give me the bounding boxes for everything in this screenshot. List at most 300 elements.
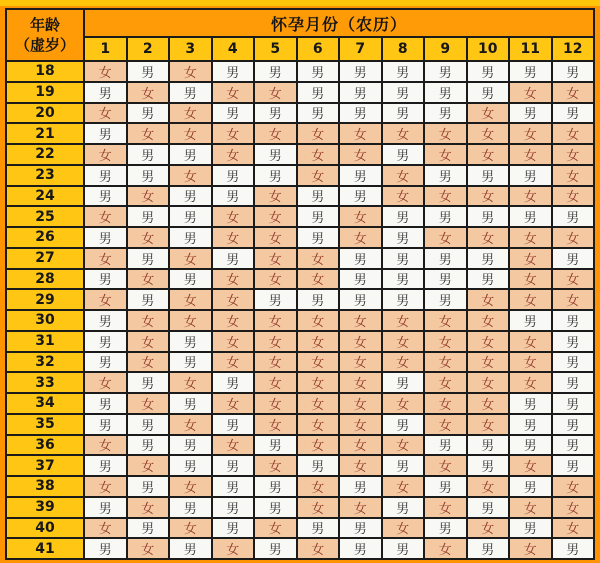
gender-cell-age23-month9: 男 (425, 166, 466, 185)
gender-cell-age19-month1: 男 (85, 83, 126, 102)
gender-cell-age28-month9: 男 (425, 270, 466, 289)
gender-cell-age29-month2: 男 (128, 290, 169, 309)
age-row-header-36: 36 (7, 436, 83, 455)
gender-cell-age35-month11: 男 (510, 415, 551, 434)
age-row-header-18: 18 (7, 62, 83, 81)
gender-cell-age24-month7: 男 (340, 187, 381, 206)
gender-cell-age27-month4: 男 (213, 249, 254, 268)
gender-cell-age28-month1: 男 (85, 270, 126, 289)
gender-cell-age40-month4: 男 (213, 519, 254, 538)
gender-cell-age37-month9: 女 (425, 456, 466, 475)
month-header-1: 1 (85, 38, 126, 60)
gender-cell-age40-month7: 男 (340, 519, 381, 538)
gender-cell-age38-month7: 男 (340, 477, 381, 496)
gender-cell-age26-month10: 女 (468, 228, 509, 247)
gender-cell-age28-month7: 男 (340, 270, 381, 289)
gender-cell-age18-month8: 男 (383, 62, 424, 81)
gender-cell-age22-month10: 女 (468, 145, 509, 164)
gender-cell-age35-month9: 女 (425, 415, 466, 434)
gender-cell-age36-month5: 男 (255, 436, 296, 455)
gender-cell-age21-month4: 女 (213, 124, 254, 143)
gender-cell-age26-month9: 女 (425, 228, 466, 247)
gender-cell-age18-month9: 男 (425, 62, 466, 81)
gender-cell-age35-month6: 女 (298, 415, 339, 434)
age-header-line1: 年龄 (29, 15, 60, 34)
month-header-8: 8 (383, 38, 424, 60)
gender-cell-age18-month10: 男 (468, 62, 509, 81)
month-header-4: 4 (213, 38, 254, 60)
gender-cell-age36-month1: 女 (85, 436, 126, 455)
gender-cell-age32-month11: 女 (510, 353, 551, 372)
gender-cell-age25-month7: 女 (340, 207, 381, 226)
gender-cell-age36-month6: 女 (298, 436, 339, 455)
gender-cell-age21-month3: 女 (170, 124, 211, 143)
gender-cell-age36-month8: 女 (383, 436, 424, 455)
gender-cell-age29-month4: 女 (213, 290, 254, 309)
gender-cell-age31-month6: 女 (298, 332, 339, 351)
gender-cell-age33-month6: 女 (298, 373, 339, 392)
gender-cell-age26-month4: 女 (213, 228, 254, 247)
gender-cell-age21-month6: 女 (298, 124, 339, 143)
gender-cell-age34-month5: 女 (255, 394, 296, 413)
age-row-header-35: 35 (7, 415, 83, 434)
gender-cell-age40-month3: 女 (170, 519, 211, 538)
gender-cell-age25-month10: 男 (468, 207, 509, 226)
gender-cell-age24-month5: 女 (255, 187, 296, 206)
month-group-header: 怀孕月份（农历） (85, 10, 593, 36)
gender-cell-age25-month8: 男 (383, 207, 424, 226)
gender-cell-age37-month8: 男 (383, 456, 424, 475)
gender-cell-age40-month5: 女 (255, 519, 296, 538)
gender-cell-age40-month8: 女 (383, 519, 424, 538)
gender-cell-age25-month9: 男 (425, 207, 466, 226)
gender-cell-age20-month8: 男 (383, 104, 424, 123)
gender-cell-age34-month6: 女 (298, 394, 339, 413)
gender-cell-age32-month9: 女 (425, 353, 466, 372)
gender-cell-age23-month11: 男 (510, 166, 551, 185)
age-header-line2: （虚岁） (14, 36, 75, 54)
month-header-12: 12 (553, 38, 594, 60)
age-row-header-38: 38 (7, 477, 83, 496)
gender-cell-age18-month2: 男 (128, 62, 169, 81)
gender-cell-age41-month6: 女 (298, 539, 339, 558)
gender-cell-age27-month10: 男 (468, 249, 509, 268)
gender-cell-age28-month10: 男 (468, 270, 509, 289)
gender-cell-age39-month12: 女 (553, 498, 594, 517)
gender-cell-age24-month12: 女 (553, 187, 594, 206)
gender-cell-age25-month2: 男 (128, 207, 169, 226)
gender-cell-age22-month9: 女 (425, 145, 466, 164)
gender-cell-age41-month1: 男 (85, 539, 126, 558)
gender-cell-age22-month6: 女 (298, 145, 339, 164)
gender-cell-age21-month9: 女 (425, 124, 466, 143)
gender-cell-age34-month8: 女 (383, 394, 424, 413)
gender-cell-age40-month1: 女 (85, 519, 126, 538)
month-header-2: 2 (128, 38, 169, 60)
gender-cell-age18-month6: 男 (298, 62, 339, 81)
gender-cell-age35-month4: 男 (213, 415, 254, 434)
age-row-header-20: 20 (7, 104, 83, 123)
gender-cell-age41-month8: 男 (383, 539, 424, 558)
gender-cell-age34-month11: 男 (510, 394, 551, 413)
gender-cell-age40-month11: 男 (510, 519, 551, 538)
gender-cell-age18-month3: 女 (170, 62, 211, 81)
gender-cell-age20-month4: 男 (213, 104, 254, 123)
gender-cell-age39-month5: 男 (255, 498, 296, 517)
gender-cell-age36-month9: 男 (425, 436, 466, 455)
gender-cell-age31-month4: 女 (213, 332, 254, 351)
gender-cell-age27-month1: 女 (85, 249, 126, 268)
gender-cell-age27-month3: 女 (170, 249, 211, 268)
gender-cell-age20-month6: 男 (298, 104, 339, 123)
age-row-header-27: 27 (7, 249, 83, 268)
gender-cell-age41-month5: 男 (255, 539, 296, 558)
gender-cell-age27-month8: 男 (383, 249, 424, 268)
gender-cell-age30-month8: 女 (383, 311, 424, 330)
age-row-header-28: 28 (7, 270, 83, 289)
gender-cell-age25-month6: 男 (298, 207, 339, 226)
gender-cell-age30-month5: 女 (255, 311, 296, 330)
gender-cell-age28-month8: 男 (383, 270, 424, 289)
gender-cell-age41-month7: 男 (340, 539, 381, 558)
gender-cell-age21-month11: 女 (510, 124, 551, 143)
gender-cell-age25-month12: 男 (553, 207, 594, 226)
gender-cell-age37-month12: 男 (553, 456, 594, 475)
gender-cell-age40-month9: 男 (425, 519, 466, 538)
gender-cell-age29-month10: 女 (468, 290, 509, 309)
month-header-3: 3 (170, 38, 211, 60)
gender-cell-age28-month4: 女 (213, 270, 254, 289)
gender-cell-age34-month3: 男 (170, 394, 211, 413)
gender-cell-age20-month7: 男 (340, 104, 381, 123)
gender-cell-age26-month12: 女 (553, 228, 594, 247)
gender-cell-age32-month1: 男 (85, 353, 126, 372)
gender-cell-age28-month2: 女 (128, 270, 169, 289)
gender-cell-age40-month2: 男 (128, 519, 169, 538)
gender-cell-age20-month10: 女 (468, 104, 509, 123)
gender-cell-age20-month3: 女 (170, 104, 211, 123)
gender-cell-age27-month11: 女 (510, 249, 551, 268)
gender-cell-age41-month9: 女 (425, 539, 466, 558)
gender-cell-age32-month7: 女 (340, 353, 381, 372)
gender-cell-age35-month7: 女 (340, 415, 381, 434)
gender-cell-age28-month11: 女 (510, 270, 551, 289)
gender-cell-age26-month5: 女 (255, 228, 296, 247)
age-row-header-26: 26 (7, 228, 83, 247)
gender-cell-age34-month12: 男 (553, 394, 594, 413)
gender-cell-age22-month2: 男 (128, 145, 169, 164)
gender-cell-age35-month1: 男 (85, 415, 126, 434)
gender-cell-age31-month8: 女 (383, 332, 424, 351)
gender-cell-age31-month12: 男 (553, 332, 594, 351)
gender-cell-age32-month5: 女 (255, 353, 296, 372)
gender-cell-age35-month2: 男 (128, 415, 169, 434)
gender-cell-age24-month1: 男 (85, 187, 126, 206)
gender-cell-age22-month5: 男 (255, 145, 296, 164)
gender-cell-age38-month8: 女 (383, 477, 424, 496)
gender-cell-age20-month12: 男 (553, 104, 594, 123)
month-header-5: 5 (255, 38, 296, 60)
gender-cell-age37-month1: 男 (85, 456, 126, 475)
gender-cell-age24-month10: 女 (468, 187, 509, 206)
gender-cell-age33-month2: 男 (128, 373, 169, 392)
gender-cell-age35-month5: 女 (255, 415, 296, 434)
gender-cell-age39-month7: 女 (340, 498, 381, 517)
gender-cell-age39-month9: 女 (425, 498, 466, 517)
age-row-header-40: 40 (7, 519, 83, 538)
gender-cell-age31-month11: 女 (510, 332, 551, 351)
gender-cell-age19-month6: 男 (298, 83, 339, 102)
gender-cell-age31-month5: 女 (255, 332, 296, 351)
gender-cell-age18-month12: 男 (553, 62, 594, 81)
gender-cell-age26-month11: 女 (510, 228, 551, 247)
gender-cell-age26-month6: 男 (298, 228, 339, 247)
gender-cell-age30-month4: 女 (213, 311, 254, 330)
gender-cell-age34-month7: 女 (340, 394, 381, 413)
gender-cell-age33-month4: 男 (213, 373, 254, 392)
age-row-header-37: 37 (7, 456, 83, 475)
gender-cell-age26-month7: 女 (340, 228, 381, 247)
gender-cell-age24-month6: 男 (298, 187, 339, 206)
gender-cell-age21-month2: 女 (128, 124, 169, 143)
gender-cell-age18-month4: 男 (213, 62, 254, 81)
gender-cell-age38-month2: 男 (128, 477, 169, 496)
gender-cell-age27-month9: 男 (425, 249, 466, 268)
gender-cell-age24-month4: 男 (213, 187, 254, 206)
gender-cell-age29-month11: 女 (510, 290, 551, 309)
gender-cell-age22-month4: 女 (213, 145, 254, 164)
gender-cell-age23-month7: 男 (340, 166, 381, 185)
gender-cell-age24-month8: 女 (383, 187, 424, 206)
gender-cell-age32-month12: 男 (553, 353, 594, 372)
gender-cell-age30-month12: 男 (553, 311, 594, 330)
gender-cell-age22-month8: 男 (383, 145, 424, 164)
gender-cell-age31-month9: 女 (425, 332, 466, 351)
gender-cell-age34-month1: 男 (85, 394, 126, 413)
gender-cell-age21-month12: 女 (553, 124, 594, 143)
gender-cell-age19-month12: 女 (553, 83, 594, 102)
gender-cell-age24-month3: 男 (170, 187, 211, 206)
gender-cell-age27-month7: 男 (340, 249, 381, 268)
gender-cell-age23-month5: 男 (255, 166, 296, 185)
gender-cell-age38-month10: 女 (468, 477, 509, 496)
gender-cell-age28-month12: 女 (553, 270, 594, 289)
gender-cell-age30-month9: 女 (425, 311, 466, 330)
gender-cell-age38-month6: 女 (298, 477, 339, 496)
gender-cell-age39-month8: 男 (383, 498, 424, 517)
gender-cell-age32-month8: 女 (383, 353, 424, 372)
gender-cell-age32-month4: 女 (213, 353, 254, 372)
gender-cell-age38-month5: 男 (255, 477, 296, 496)
gender-cell-age29-month8: 男 (383, 290, 424, 309)
age-row-header-33: 33 (7, 373, 83, 392)
gender-cell-age41-month2: 女 (128, 539, 169, 558)
gender-cell-age30-month2: 女 (128, 311, 169, 330)
gender-cell-age29-month7: 男 (340, 290, 381, 309)
gender-cell-age19-month11: 女 (510, 83, 551, 102)
gender-cell-age19-month4: 女 (213, 83, 254, 102)
gender-cell-age40-month6: 男 (298, 519, 339, 538)
gender-cell-age23-month3: 女 (170, 166, 211, 185)
age-row-header-34: 34 (7, 394, 83, 413)
gender-cell-age37-month2: 女 (128, 456, 169, 475)
gender-cell-age32-month10: 女 (468, 353, 509, 372)
gender-cell-age23-month10: 男 (468, 166, 509, 185)
gender-cell-age38-month4: 男 (213, 477, 254, 496)
gender-cell-age26-month8: 男 (383, 228, 424, 247)
month-header-6: 6 (298, 38, 339, 60)
gender-cell-age35-month3: 女 (170, 415, 211, 434)
gender-cell-age41-month3: 男 (170, 539, 211, 558)
month-header-11: 11 (510, 38, 551, 60)
gender-cell-age36-month10: 男 (468, 436, 509, 455)
age-row-header-21: 21 (7, 124, 83, 143)
gender-cell-age33-month9: 女 (425, 373, 466, 392)
gender-cell-age27-month5: 女 (255, 249, 296, 268)
gender-cell-age22-month12: 女 (553, 145, 594, 164)
gender-cell-age39-month4: 男 (213, 498, 254, 517)
gender-cell-age30-month10: 女 (468, 311, 509, 330)
gender-cell-age40-month12: 女 (553, 519, 594, 538)
gender-cell-age18-month5: 男 (255, 62, 296, 81)
gender-cell-age20-month11: 男 (510, 104, 551, 123)
gender-cell-age21-month10: 女 (468, 124, 509, 143)
gender-cell-age33-month12: 男 (553, 373, 594, 392)
gender-cell-age34-month10: 女 (468, 394, 509, 413)
age-row-header-32: 32 (7, 353, 83, 372)
gender-cell-age22-month7: 女 (340, 145, 381, 164)
gender-cell-age26-month2: 女 (128, 228, 169, 247)
gender-cell-age31-month7: 女 (340, 332, 381, 351)
gender-cell-age29-month12: 女 (553, 290, 594, 309)
gender-cell-age34-month2: 女 (128, 394, 169, 413)
gender-cell-age21-month8: 女 (383, 124, 424, 143)
gender-cell-age41-month12: 男 (553, 539, 594, 558)
gender-cell-age31-month3: 男 (170, 332, 211, 351)
gender-cell-age39-month1: 男 (85, 498, 126, 517)
gender-cell-age18-month1: 女 (85, 62, 126, 81)
gender-cell-age33-month10: 女 (468, 373, 509, 392)
gender-cell-age27-month6: 女 (298, 249, 339, 268)
gender-cell-age32-month6: 女 (298, 353, 339, 372)
gender-cell-age22-month1: 女 (85, 145, 126, 164)
gender-cell-age25-month11: 男 (510, 207, 551, 226)
age-row-header-41: 41 (7, 539, 83, 558)
gender-cell-age21-month1: 男 (85, 124, 126, 143)
gender-cell-age33-month1: 女 (85, 373, 126, 392)
gender-cell-age38-month12: 女 (553, 477, 594, 496)
gender-cell-age30-month6: 女 (298, 311, 339, 330)
gender-cell-age40-month10: 女 (468, 519, 509, 538)
gender-cell-age39-month3: 男 (170, 498, 211, 517)
gender-cell-age31-month10: 女 (468, 332, 509, 351)
gender-cell-age20-month9: 男 (425, 104, 466, 123)
gender-cell-age21-month7: 女 (340, 124, 381, 143)
gender-cell-age30-month11: 男 (510, 311, 551, 330)
gender-cell-age23-month4: 男 (213, 166, 254, 185)
gender-cell-age22-month3: 男 (170, 145, 211, 164)
gender-cell-age19-month5: 女 (255, 83, 296, 102)
gender-cell-age20-month2: 男 (128, 104, 169, 123)
gender-cell-age25-month3: 男 (170, 207, 211, 226)
gender-cell-age34-month9: 女 (425, 394, 466, 413)
gender-cell-age37-month5: 女 (255, 456, 296, 475)
age-row-header-23: 23 (7, 166, 83, 185)
gender-cell-age31-month2: 女 (128, 332, 169, 351)
gender-cell-age27-month2: 男 (128, 249, 169, 268)
gender-cell-age36-month2: 男 (128, 436, 169, 455)
gender-cell-age19-month8: 男 (383, 83, 424, 102)
gender-cell-age37-month11: 女 (510, 456, 551, 475)
gender-cell-age36-month11: 男 (510, 436, 551, 455)
age-row-header-24: 24 (7, 187, 83, 206)
gender-cell-age19-month2: 女 (128, 83, 169, 102)
gender-cell-age33-month11: 女 (510, 373, 551, 392)
gender-cell-age29-month1: 女 (85, 290, 126, 309)
gender-cell-age20-month5: 男 (255, 104, 296, 123)
gender-cell-age24-month2: 女 (128, 187, 169, 206)
gender-cell-age19-month7: 男 (340, 83, 381, 102)
age-row-header-19: 19 (7, 83, 83, 102)
gender-cell-age25-month4: 女 (213, 207, 254, 226)
gender-cell-age23-month8: 女 (383, 166, 424, 185)
gender-cell-age28-month3: 男 (170, 270, 211, 289)
gender-cell-age31-month1: 男 (85, 332, 126, 351)
gender-cell-age32-month3: 男 (170, 353, 211, 372)
gender-cell-age24-month11: 女 (510, 187, 551, 206)
gender-cell-age18-month7: 男 (340, 62, 381, 81)
prediction-table (5, 8, 595, 560)
gender-cell-age37-month3: 男 (170, 456, 211, 475)
gender-cell-age38-month9: 男 (425, 477, 466, 496)
gender-cell-age38-month3: 女 (170, 477, 211, 496)
gender-cell-age35-month8: 男 (383, 415, 424, 434)
gender-cell-age30-month7: 女 (340, 311, 381, 330)
gender-cell-age26-month1: 男 (85, 228, 126, 247)
age-row-header-29: 29 (7, 290, 83, 309)
month-header-9: 9 (425, 38, 466, 60)
gender-cell-age35-month12: 男 (553, 415, 594, 434)
gender-cell-age26-month3: 男 (170, 228, 211, 247)
gender-cell-age23-month2: 男 (128, 166, 169, 185)
gender-cell-age37-month4: 男 (213, 456, 254, 475)
age-row-header-22: 22 (7, 145, 83, 164)
gender-cell-age19-month10: 男 (468, 83, 509, 102)
gender-cell-age30-month3: 女 (170, 311, 211, 330)
age-column-header (7, 10, 83, 60)
gender-cell-age32-month2: 女 (128, 353, 169, 372)
gender-cell-age35-month10: 女 (468, 415, 509, 434)
gender-cell-age21-month5: 女 (255, 124, 296, 143)
gender-cell-age41-month4: 女 (213, 539, 254, 558)
gender-cell-age37-month6: 男 (298, 456, 339, 475)
gender-cell-age36-month7: 女 (340, 436, 381, 455)
gender-cell-age28-month6: 女 (298, 270, 339, 289)
month-header-10: 10 (468, 38, 509, 60)
gender-cell-age38-month11: 男 (510, 477, 551, 496)
gender-cell-age23-month1: 男 (85, 166, 126, 185)
age-row-header-30: 30 (7, 311, 83, 330)
gender-cell-age33-month3: 女 (170, 373, 211, 392)
gender-cell-age28-month5: 女 (255, 270, 296, 289)
gender-cell-age29-month3: 女 (170, 290, 211, 309)
gender-cell-age39-month6: 女 (298, 498, 339, 517)
gender-cell-age37-month10: 男 (468, 456, 509, 475)
gender-cell-age33-month5: 女 (255, 373, 296, 392)
gender-cell-age29-month6: 男 (298, 290, 339, 309)
gender-cell-age36-month4: 女 (213, 436, 254, 455)
gender-cell-age41-month10: 男 (468, 539, 509, 558)
